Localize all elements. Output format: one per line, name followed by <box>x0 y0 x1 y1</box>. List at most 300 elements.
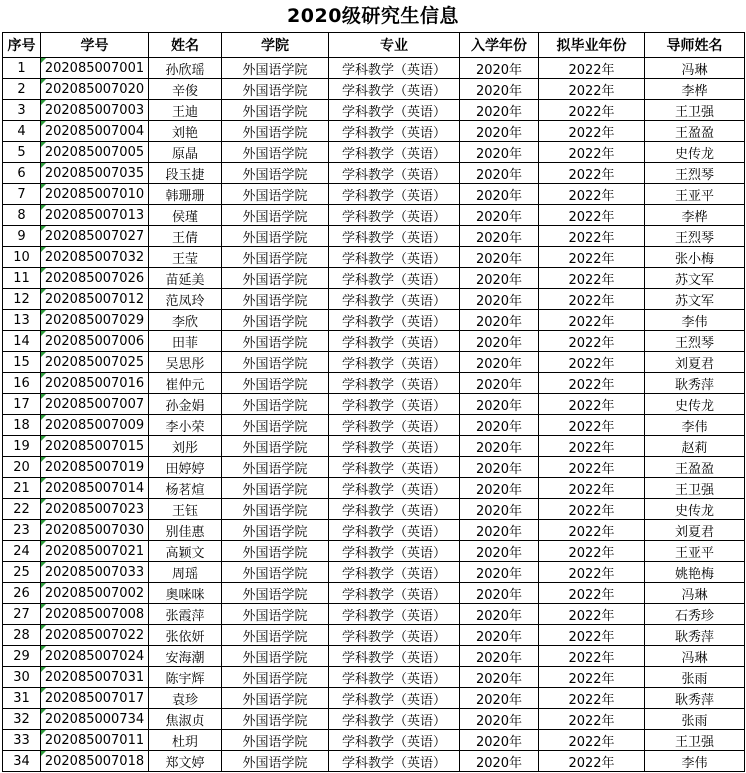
cell-name[interactable]: 吴思彤 <box>149 352 222 373</box>
cell-advisor[interactable]: 史传龙 <box>645 142 745 163</box>
cell-enroll-year[interactable]: 2020年 <box>460 562 539 583</box>
cell-advisor[interactable]: 耿秀萍 <box>645 625 745 646</box>
cell-index[interactable]: 17 <box>3 394 41 415</box>
cell-student-id[interactable]: 202085007033 <box>41 562 149 583</box>
cell-major[interactable]: 学科教学（英语） <box>329 79 460 100</box>
cell-major[interactable]: 学科教学（英语） <box>329 226 460 247</box>
header-student-id[interactable]: 学号 <box>41 33 149 58</box>
cell-index[interactable]: 4 <box>3 121 41 142</box>
cell-major[interactable]: 学科教学（英语） <box>329 373 460 394</box>
cell-student-id[interactable]: 202085007014 <box>41 478 149 499</box>
cell-grad-year[interactable]: 2022年 <box>539 436 645 457</box>
cell-name[interactable]: 孙金娟 <box>149 394 222 415</box>
cell-major[interactable]: 学科教学（英语） <box>329 163 460 184</box>
cell-enroll-year[interactable]: 2020年 <box>460 478 539 499</box>
cell-index[interactable]: 15 <box>3 352 41 373</box>
cell-college[interactable]: 外国语学院 <box>222 688 329 709</box>
header-index[interactable]: 序号 <box>3 33 41 58</box>
cell-student-id[interactable]: 202085007003 <box>41 100 149 121</box>
cell-name[interactable]: 王莹 <box>149 247 222 268</box>
cell-index[interactable]: 8 <box>3 205 41 226</box>
cell-student-id[interactable]: 202085007031 <box>41 667 149 688</box>
cell-index[interactable]: 33 <box>3 730 41 751</box>
cell-major[interactable]: 学科教学（英语） <box>329 142 460 163</box>
cell-enroll-year[interactable]: 2020年 <box>460 289 539 310</box>
cell-grad-year[interactable]: 2022年 <box>539 142 645 163</box>
cell-grad-year[interactable]: 2022年 <box>539 352 645 373</box>
cell-major[interactable]: 学科教学（英语） <box>329 583 460 604</box>
cell-enroll-year[interactable]: 2020年 <box>460 331 539 352</box>
cell-grad-year[interactable]: 2022年 <box>539 394 645 415</box>
cell-student-id[interactable]: 202085007026 <box>41 268 149 289</box>
cell-name[interactable]: 杜玥 <box>149 730 222 751</box>
header-major[interactable]: 专业 <box>329 33 460 58</box>
header-grad-year[interactable]: 拟毕业年份 <box>539 33 645 58</box>
cell-index[interactable]: 19 <box>3 436 41 457</box>
cell-name[interactable]: 高颖文 <box>149 541 222 562</box>
cell-name[interactable]: 原晶 <box>149 142 222 163</box>
cell-name[interactable]: 张霞萍 <box>149 604 222 625</box>
cell-major[interactable]: 学科教学（英语） <box>329 478 460 499</box>
cell-major[interactable]: 学科教学（英语） <box>329 247 460 268</box>
cell-name[interactable]: 孙欣瑶 <box>149 58 222 79</box>
cell-college[interactable]: 外国语学院 <box>222 730 329 751</box>
cell-student-id[interactable]: 202085000734 <box>41 709 149 730</box>
cell-index[interactable]: 23 <box>3 520 41 541</box>
cell-enroll-year[interactable]: 2020年 <box>460 352 539 373</box>
cell-college[interactable]: 外国语学院 <box>222 415 329 436</box>
cell-enroll-year[interactable]: 2020年 <box>460 751 539 772</box>
cell-grad-year[interactable]: 2022年 <box>539 100 645 121</box>
cell-enroll-year[interactable]: 2020年 <box>460 79 539 100</box>
cell-name[interactable]: 别佳惠 <box>149 520 222 541</box>
cell-name[interactable]: 焦淑贞 <box>149 709 222 730</box>
cell-advisor[interactable]: 姚艳梅 <box>645 562 745 583</box>
cell-enroll-year[interactable]: 2020年 <box>460 226 539 247</box>
cell-advisor[interactable]: 李桦 <box>645 205 745 226</box>
cell-major[interactable]: 学科教学（英语） <box>329 730 460 751</box>
cell-enroll-year[interactable]: 2020年 <box>460 646 539 667</box>
cell-college[interactable]: 外国语学院 <box>222 646 329 667</box>
table-row <box>3 100 745 121</box>
cell-major[interactable]: 学科教学（英语） <box>329 499 460 520</box>
cell-enroll-year[interactable]: 2020年 <box>460 583 539 604</box>
table-row <box>3 352 745 373</box>
cell-advisor[interactable]: 耿秀萍 <box>645 373 745 394</box>
cell-major[interactable]: 学科教学（英语） <box>329 520 460 541</box>
cell-index[interactable]: 34 <box>3 751 41 772</box>
cell-index[interactable]: 21 <box>3 478 41 499</box>
cell-enroll-year[interactable]: 2020年 <box>460 247 539 268</box>
cell-advisor[interactable]: 张雨 <box>645 709 745 730</box>
cell-name[interactable]: 王迪 <box>149 100 222 121</box>
cell-college[interactable]: 外国语学院 <box>222 478 329 499</box>
cell-college[interactable]: 外国语学院 <box>222 394 329 415</box>
cell-college[interactable]: 外国语学院 <box>222 709 329 730</box>
cell-advisor[interactable]: 冯琳 <box>645 646 745 667</box>
cell-major[interactable]: 学科教学（英语） <box>329 331 460 352</box>
cell-index[interactable]: 13 <box>3 310 41 331</box>
cell-enroll-year[interactable]: 2020年 <box>460 667 539 688</box>
cell-major[interactable]: 学科教学（英语） <box>329 100 460 121</box>
cell-grad-year[interactable]: 2022年 <box>539 163 645 184</box>
cell-college[interactable]: 外国语学院 <box>222 541 329 562</box>
cell-advisor[interactable]: 李伟 <box>645 415 745 436</box>
cell-major[interactable]: 学科教学（英语） <box>329 415 460 436</box>
cell-enroll-year[interactable]: 2020年 <box>460 688 539 709</box>
cell-index[interactable]: 18 <box>3 415 41 436</box>
header-college[interactable]: 学院 <box>222 33 329 58</box>
cell-student-id[interactable]: 202085007025 <box>41 352 149 373</box>
cell-index[interactable]: 3 <box>3 100 41 121</box>
cell-enroll-year[interactable]: 2020年 <box>460 184 539 205</box>
cell-name[interactable]: 陈宇辉 <box>149 667 222 688</box>
cell-grad-year[interactable]: 2022年 <box>539 667 645 688</box>
cell-major[interactable]: 学科教学（英语） <box>329 268 460 289</box>
cell-major[interactable]: 学科教学（英语） <box>329 436 460 457</box>
table-row <box>3 499 745 520</box>
cell-major[interactable]: 学科教学（英语） <box>329 58 460 79</box>
cell-major[interactable]: 学科教学（英语） <box>329 310 460 331</box>
cell-advisor[interactable]: 王卫强 <box>645 730 745 751</box>
cell-grad-year[interactable]: 2022年 <box>539 121 645 142</box>
cell-student-id[interactable]: 202085007007 <box>41 394 149 415</box>
cell-college[interactable]: 外国语学院 <box>222 289 329 310</box>
cell-student-id[interactable]: 202085007032 <box>41 247 149 268</box>
cell-index[interactable]: 24 <box>3 541 41 562</box>
table-row <box>3 520 745 541</box>
cell-enroll-year[interactable]: 2020年 <box>460 121 539 142</box>
cell-student-id[interactable]: 202085007001 <box>41 58 149 79</box>
cell-name[interactable]: 崔仲元 <box>149 373 222 394</box>
cell-enroll-year[interactable]: 2020年 <box>460 436 539 457</box>
cell-college[interactable]: 外国语学院 <box>222 163 329 184</box>
cell-name[interactable]: 李小荣 <box>149 415 222 436</box>
cell-grad-year[interactable]: 2022年 <box>539 604 645 625</box>
cell-name[interactable]: 王钰 <box>149 499 222 520</box>
cell-student-id[interactable]: 202085007023 <box>41 499 149 520</box>
cell-grad-year[interactable]: 2022年 <box>539 625 645 646</box>
cell-student-id[interactable]: 202085007029 <box>41 310 149 331</box>
cell-student-id[interactable]: 202085007035 <box>41 163 149 184</box>
cell-college[interactable]: 外国语学院 <box>222 268 329 289</box>
cell-student-id[interactable]: 202085007020 <box>41 79 149 100</box>
cell-name[interactable]: 田婷婷 <box>149 457 222 478</box>
cell-advisor[interactable]: 赵莉 <box>645 436 745 457</box>
cell-college[interactable]: 外国语学院 <box>222 373 329 394</box>
cell-grad-year[interactable]: 2022年 <box>539 289 645 310</box>
cell-name[interactable]: 张依妍 <box>149 625 222 646</box>
cell-grad-year[interactable]: 2022年 <box>539 373 645 394</box>
cell-college[interactable]: 外国语学院 <box>222 184 329 205</box>
cell-name[interactable]: 奥咪咪 <box>149 583 222 604</box>
cell-college[interactable]: 外国语学院 <box>222 100 329 121</box>
cell-advisor[interactable]: 刘夏君 <box>645 352 745 373</box>
cell-grad-year[interactable]: 2022年 <box>539 562 645 583</box>
cell-major[interactable]: 学科教学（英语） <box>329 394 460 415</box>
cell-name[interactable]: 安海潮 <box>149 646 222 667</box>
cell-grad-year[interactable]: 2022年 <box>539 331 645 352</box>
cell-advisor[interactable]: 苏文军 <box>645 289 745 310</box>
header-advisor[interactable]: 导师姓名 <box>645 33 745 58</box>
cell-student-id[interactable]: 202085007024 <box>41 646 149 667</box>
cell-college[interactable]: 外国语学院 <box>222 751 329 772</box>
cell-enroll-year[interactable]: 2020年 <box>460 100 539 121</box>
cell-college[interactable]: 外国语学院 <box>222 583 329 604</box>
table-row <box>3 142 745 163</box>
cell-advisor[interactable]: 冯琳 <box>645 583 745 604</box>
cell-name[interactable]: 辛俊 <box>149 79 222 100</box>
table-row <box>3 436 745 457</box>
cell-college[interactable]: 外国语学院 <box>222 121 329 142</box>
cell-advisor[interactable]: 王盈盈 <box>645 121 745 142</box>
cell-college[interactable]: 外国语学院 <box>222 436 329 457</box>
cell-enroll-year[interactable]: 2020年 <box>460 499 539 520</box>
cell-advisor[interactable]: 王烈琴 <box>645 226 745 247</box>
cell-name[interactable]: 刘彤 <box>149 436 222 457</box>
cell-college[interactable]: 外国语学院 <box>222 205 329 226</box>
cell-enroll-year[interactable]: 2020年 <box>460 604 539 625</box>
cell-advisor[interactable]: 张雨 <box>645 667 745 688</box>
cell-major[interactable]: 学科教学（英语） <box>329 352 460 373</box>
cell-grad-year[interactable]: 2022年 <box>539 268 645 289</box>
cell-college[interactable]: 外国语学院 <box>222 58 329 79</box>
table-row <box>3 688 745 709</box>
cell-index[interactable]: 20 <box>3 457 41 478</box>
cell-student-id[interactable]: 202085007016 <box>41 373 149 394</box>
table-row <box>3 121 745 142</box>
cell-advisor[interactable]: 王烈琴 <box>645 331 745 352</box>
cell-college[interactable]: 外国语学院 <box>222 331 329 352</box>
cell-grad-year[interactable]: 2022年 <box>539 499 645 520</box>
cell-college[interactable]: 外国语学院 <box>222 142 329 163</box>
cell-student-id[interactable]: 202085007010 <box>41 184 149 205</box>
cell-enroll-year[interactable]: 2020年 <box>460 373 539 394</box>
cell-index[interactable]: 11 <box>3 268 41 289</box>
cell-grad-year[interactable]: 2022年 <box>539 751 645 772</box>
cell-index[interactable]: 25 <box>3 562 41 583</box>
cell-student-id[interactable]: 202085007008 <box>41 604 149 625</box>
cell-grad-year[interactable]: 2022年 <box>539 520 645 541</box>
table-row <box>3 394 745 415</box>
cell-index[interactable]: 27 <box>3 604 41 625</box>
cell-major[interactable]: 学科教学（英语） <box>329 121 460 142</box>
cell-grad-year[interactable]: 2022年 <box>539 310 645 331</box>
cell-student-id[interactable]: 202085007012 <box>41 289 149 310</box>
cell-grad-year[interactable]: 2022年 <box>539 541 645 562</box>
cell-grad-year[interactable]: 2022年 <box>539 415 645 436</box>
cell-major[interactable]: 学科教学（英语） <box>329 289 460 310</box>
cell-enroll-year[interactable]: 2020年 <box>460 709 539 730</box>
cell-name[interactable]: 韩珊珊 <box>149 184 222 205</box>
cell-name[interactable]: 郑文婷 <box>149 751 222 772</box>
cell-index[interactable]: 31 <box>3 688 41 709</box>
cell-index[interactable]: 5 <box>3 142 41 163</box>
cell-college[interactable]: 外国语学院 <box>222 79 329 100</box>
cell-major[interactable]: 学科教学（英语） <box>329 625 460 646</box>
cell-grad-year[interactable]: 2022年 <box>539 478 645 499</box>
header-enroll-year[interactable]: 入学年份 <box>460 33 539 58</box>
table-row <box>3 373 745 394</box>
cell-advisor[interactable]: 石秀珍 <box>645 604 745 625</box>
cell-name[interactable]: 王倩 <box>149 226 222 247</box>
cell-major[interactable]: 学科教学（英语） <box>329 709 460 730</box>
cell-advisor[interactable]: 冯琳 <box>645 58 745 79</box>
cell-name[interactable]: 周瑶 <box>149 562 222 583</box>
cell-student-id[interactable]: 202085007013 <box>41 205 149 226</box>
cell-advisor[interactable]: 李伟 <box>645 310 745 331</box>
table-row <box>3 646 745 667</box>
cell-advisor[interactable]: 王盈盈 <box>645 457 745 478</box>
cell-student-id[interactable]: 202085007004 <box>41 121 149 142</box>
cell-major[interactable]: 学科教学（英语） <box>329 562 460 583</box>
cell-student-id[interactable]: 202085007021 <box>41 541 149 562</box>
cell-grad-year[interactable]: 2022年 <box>539 730 645 751</box>
cell-major[interactable]: 学科教学（英语） <box>329 205 460 226</box>
cell-college[interactable]: 外国语学院 <box>222 667 329 688</box>
cell-enroll-year[interactable]: 2020年 <box>460 268 539 289</box>
cell-advisor[interactable]: 苏文军 <box>645 268 745 289</box>
cell-grad-year[interactable]: 2022年 <box>539 688 645 709</box>
cell-index[interactable]: 2 <box>3 79 41 100</box>
cell-index[interactable]: 29 <box>3 646 41 667</box>
cell-advisor[interactable]: 耿秀萍 <box>645 688 745 709</box>
cell-advisor[interactable]: 王卫强 <box>645 478 745 499</box>
cell-student-id[interactable]: 202085007002 <box>41 583 149 604</box>
cell-index[interactable]: 6 <box>3 163 41 184</box>
cell-enroll-year[interactable]: 2020年 <box>460 205 539 226</box>
cell-advisor[interactable]: 刘夏君 <box>645 520 745 541</box>
cell-student-id[interactable]: 202085007006 <box>41 331 149 352</box>
cell-enroll-year[interactable]: 2020年 <box>460 394 539 415</box>
cell-student-id[interactable]: 202085007015 <box>41 436 149 457</box>
cell-index[interactable]: 30 <box>3 667 41 688</box>
cell-student-id[interactable]: 202085007022 <box>41 625 149 646</box>
table-row <box>3 226 745 247</box>
cell-index[interactable]: 26 <box>3 583 41 604</box>
cell-college[interactable]: 外国语学院 <box>222 562 329 583</box>
cell-grad-year[interactable]: 2022年 <box>539 709 645 730</box>
table-row <box>3 457 745 478</box>
header-name[interactable]: 姓名 <box>149 33 222 58</box>
cell-name[interactable]: 袁珍 <box>149 688 222 709</box>
cell-grad-year[interactable]: 2022年 <box>539 226 645 247</box>
cell-advisor[interactable]: 李桦 <box>645 79 745 100</box>
cell-name[interactable]: 刘艳 <box>149 121 222 142</box>
cell-advisor[interactable]: 史传龙 <box>645 394 745 415</box>
cell-enroll-year[interactable]: 2020年 <box>460 520 539 541</box>
cell-major[interactable]: 学科教学（英语） <box>329 184 460 205</box>
cell-major[interactable]: 学科教学（英语） <box>329 688 460 709</box>
table-row <box>3 730 745 751</box>
cell-enroll-year[interactable]: 2020年 <box>460 142 539 163</box>
cell-index[interactable]: 32 <box>3 709 41 730</box>
cell-college[interactable]: 外国语学院 <box>222 625 329 646</box>
cell-college[interactable]: 外国语学院 <box>222 520 329 541</box>
cell-advisor[interactable]: 李伟 <box>645 751 745 772</box>
cell-major[interactable]: 学科教学（英语） <box>329 541 460 562</box>
cell-index[interactable]: 12 <box>3 289 41 310</box>
cell-grad-year[interactable]: 2022年 <box>539 184 645 205</box>
cell-student-id[interactable]: 202085007018 <box>41 751 149 772</box>
cell-enroll-year[interactable]: 2020年 <box>460 730 539 751</box>
cell-college[interactable]: 外国语学院 <box>222 226 329 247</box>
cell-enroll-year[interactable]: 2020年 <box>460 625 539 646</box>
cell-enroll-year[interactable]: 2020年 <box>460 457 539 478</box>
cell-grad-year[interactable]: 2022年 <box>539 205 645 226</box>
cell-major[interactable]: 学科教学（英语） <box>329 667 460 688</box>
cell-major[interactable]: 学科教学（英语） <box>329 646 460 667</box>
table-row <box>3 583 745 604</box>
cell-student-id[interactable]: 202085007030 <box>41 520 149 541</box>
cell-grad-year[interactable]: 2022年 <box>539 79 645 100</box>
cell-name[interactable]: 段玉捷 <box>149 163 222 184</box>
cell-student-id[interactable]: 202085007011 <box>41 730 149 751</box>
cell-name[interactable]: 李欣 <box>149 310 222 331</box>
cell-name[interactable]: 苗延美 <box>149 268 222 289</box>
cell-student-id[interactable]: 202085007019 <box>41 457 149 478</box>
cell-major[interactable]: 学科教学（英语） <box>329 604 460 625</box>
cell-grad-year[interactable]: 2022年 <box>539 646 645 667</box>
cell-index[interactable]: 16 <box>3 373 41 394</box>
cell-advisor[interactable]: 王亚平 <box>645 541 745 562</box>
cell-enroll-year[interactable]: 2020年 <box>460 541 539 562</box>
cell-student-id[interactable]: 202085007017 <box>41 688 149 709</box>
cell-grad-year[interactable]: 2022年 <box>539 583 645 604</box>
table-row <box>3 289 745 310</box>
cell-grad-year[interactable]: 2022年 <box>539 457 645 478</box>
cell-college[interactable]: 外国语学院 <box>222 604 329 625</box>
cell-college[interactable]: 外国语学院 <box>222 247 329 268</box>
cell-enroll-year[interactable]: 2020年 <box>460 310 539 331</box>
cell-enroll-year[interactable]: 2020年 <box>460 58 539 79</box>
cell-index[interactable]: 9 <box>3 226 41 247</box>
cell-advisor[interactable]: 张小梅 <box>645 247 745 268</box>
cell-college[interactable]: 外国语学院 <box>222 352 329 373</box>
table-row <box>3 541 745 562</box>
cell-name[interactable]: 范凤玲 <box>149 289 222 310</box>
cell-grad-year[interactable]: 2022年 <box>539 58 645 79</box>
cell-major[interactable]: 学科教学（英语） <box>329 457 460 478</box>
cell-name[interactable]: 田菲 <box>149 331 222 352</box>
cell-index[interactable]: 7 <box>3 184 41 205</box>
cell-grad-year[interactable]: 2022年 <box>539 247 645 268</box>
cell-student-id[interactable]: 202085007027 <box>41 226 149 247</box>
cell-student-id[interactable]: 202085007009 <box>41 415 149 436</box>
cell-college[interactable]: 外国语学院 <box>222 457 329 478</box>
cell-name[interactable]: 杨茗煊 <box>149 478 222 499</box>
cell-index[interactable]: 14 <box>3 331 41 352</box>
sheet-title[interactable]: 2020级研究生信息 <box>287 5 459 27</box>
cell-index[interactable]: 1 <box>3 58 41 79</box>
cell-advisor[interactable]: 王亚平 <box>645 184 745 205</box>
table-row <box>3 604 745 625</box>
table-row <box>3 331 745 352</box>
cell-index[interactable]: 22 <box>3 499 41 520</box>
cell-student-id[interactable]: 202085007005 <box>41 142 149 163</box>
cell-name[interactable]: 侯瑾 <box>149 205 222 226</box>
cell-advisor[interactable]: 王卫强 <box>645 100 745 121</box>
cell-major[interactable]: 学科教学（英语） <box>329 751 460 772</box>
cell-index[interactable]: 10 <box>3 247 41 268</box>
cell-index[interactable]: 28 <box>3 625 41 646</box>
cell-college[interactable]: 外国语学院 <box>222 310 329 331</box>
cell-enroll-year[interactable]: 2020年 <box>460 163 539 184</box>
cell-enroll-year[interactable]: 2020年 <box>460 415 539 436</box>
cell-advisor[interactable]: 史传龙 <box>645 499 745 520</box>
cell-college[interactable]: 外国语学院 <box>222 499 329 520</box>
cell-advisor[interactable]: 王烈琴 <box>645 163 745 184</box>
